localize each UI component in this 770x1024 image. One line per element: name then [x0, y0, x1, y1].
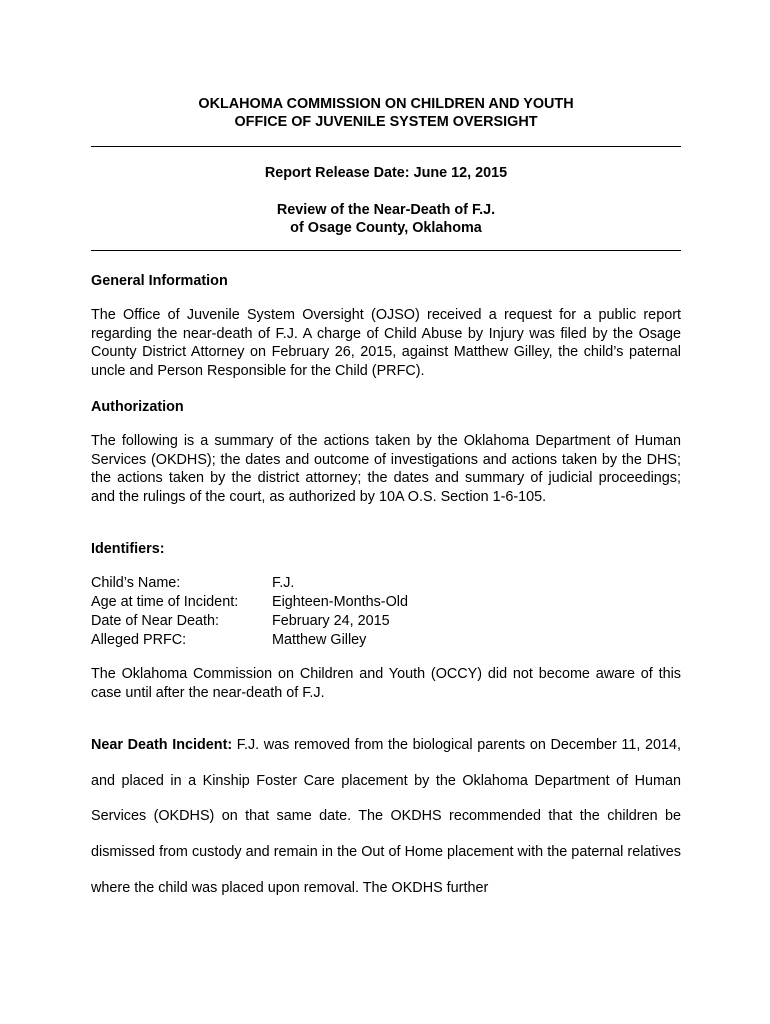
identifier-row [91, 574, 681, 593]
header-divider-top [91, 146, 681, 147]
document-page [91, 0, 681, 1024]
identifier-row [91, 593, 681, 612]
identifier-label: Age at time of Incident: [91, 594, 239, 610]
general-information-heading: General Information [91, 273, 228, 289]
identifiers-table [91, 574, 681, 650]
identifier-value: Matthew Gilley [272, 632, 367, 648]
authorization-paragraph: The following is a summary of the actions taken by the Oklahoma Department of Human Services (OKDHS); the dates and outcome of investigations and actions taken by the DHS; the actions taken by the district attorney; the dates and summary of judicial proceedings; and the rulings of the court, as authorized by 10A O.S. Section 1-6-105. [91, 433, 681, 505]
identifier-row [91, 631, 681, 650]
identifier-label: Child’s Name: [91, 575, 181, 591]
identifier-value: February 24, 2015 [272, 613, 390, 629]
near-death-paragraph [91, 728, 681, 907]
identifier-label: Date of Near Death: [91, 613, 219, 629]
report-release-date: Report Release Date: June 12, 2015 [264, 165, 508, 181]
general-information-paragraph: The Office of Juvenile System Oversight (OJSO) received a request for a public report regarding the near-death of F.J. A charge of Child Abuse by Injury was filed by the Osage County District Attorney on February 26, 2015, against Matthew Gilley, the child’s paternal uncle and Person Responsible for the Child (PRFC). [91, 307, 681, 379]
identifiers-heading: Identifiers: [91, 541, 165, 557]
review-title-line1: Review of the Near-Death of F.J. [276, 202, 496, 218]
identifier-value: F.J. [272, 575, 295, 591]
near-death-body: F.J. was removed from the biological parents on December 11, 2014, and placed in a Kinship Foster Care placement by the Oklahoma Department of Human Services (OKDHS) on that same date. The OKDHS recommended that the children be dismissed from custody and remain in the Out of Home placement with the paternal relatives where the child was placed upon removal. The OKDHS further [91, 737, 681, 896]
occy-note-paragraph: The Oklahoma Commission on Children and Youth (OCCY) did not become aware of this case until after the near-death of F.J. [91, 666, 681, 701]
identifier-row [91, 612, 681, 631]
near-death-lead: Near Death Incident: [91, 737, 233, 753]
office-title: OFFICE OF JUVENILE SYSTEM OVERSIGHT [234, 114, 538, 130]
authorization-heading: Authorization [91, 399, 184, 415]
identifier-value: Eighteen-Months-Old [272, 594, 408, 610]
header-divider-bottom [91, 250, 681, 251]
identifier-label: Alleged PRFC: [91, 632, 187, 648]
review-title-line2: of Osage County, Oklahoma [290, 220, 482, 236]
agency-title: OKLAHOMA COMMISSION ON CHILDREN AND YOUTH [198, 96, 574, 112]
